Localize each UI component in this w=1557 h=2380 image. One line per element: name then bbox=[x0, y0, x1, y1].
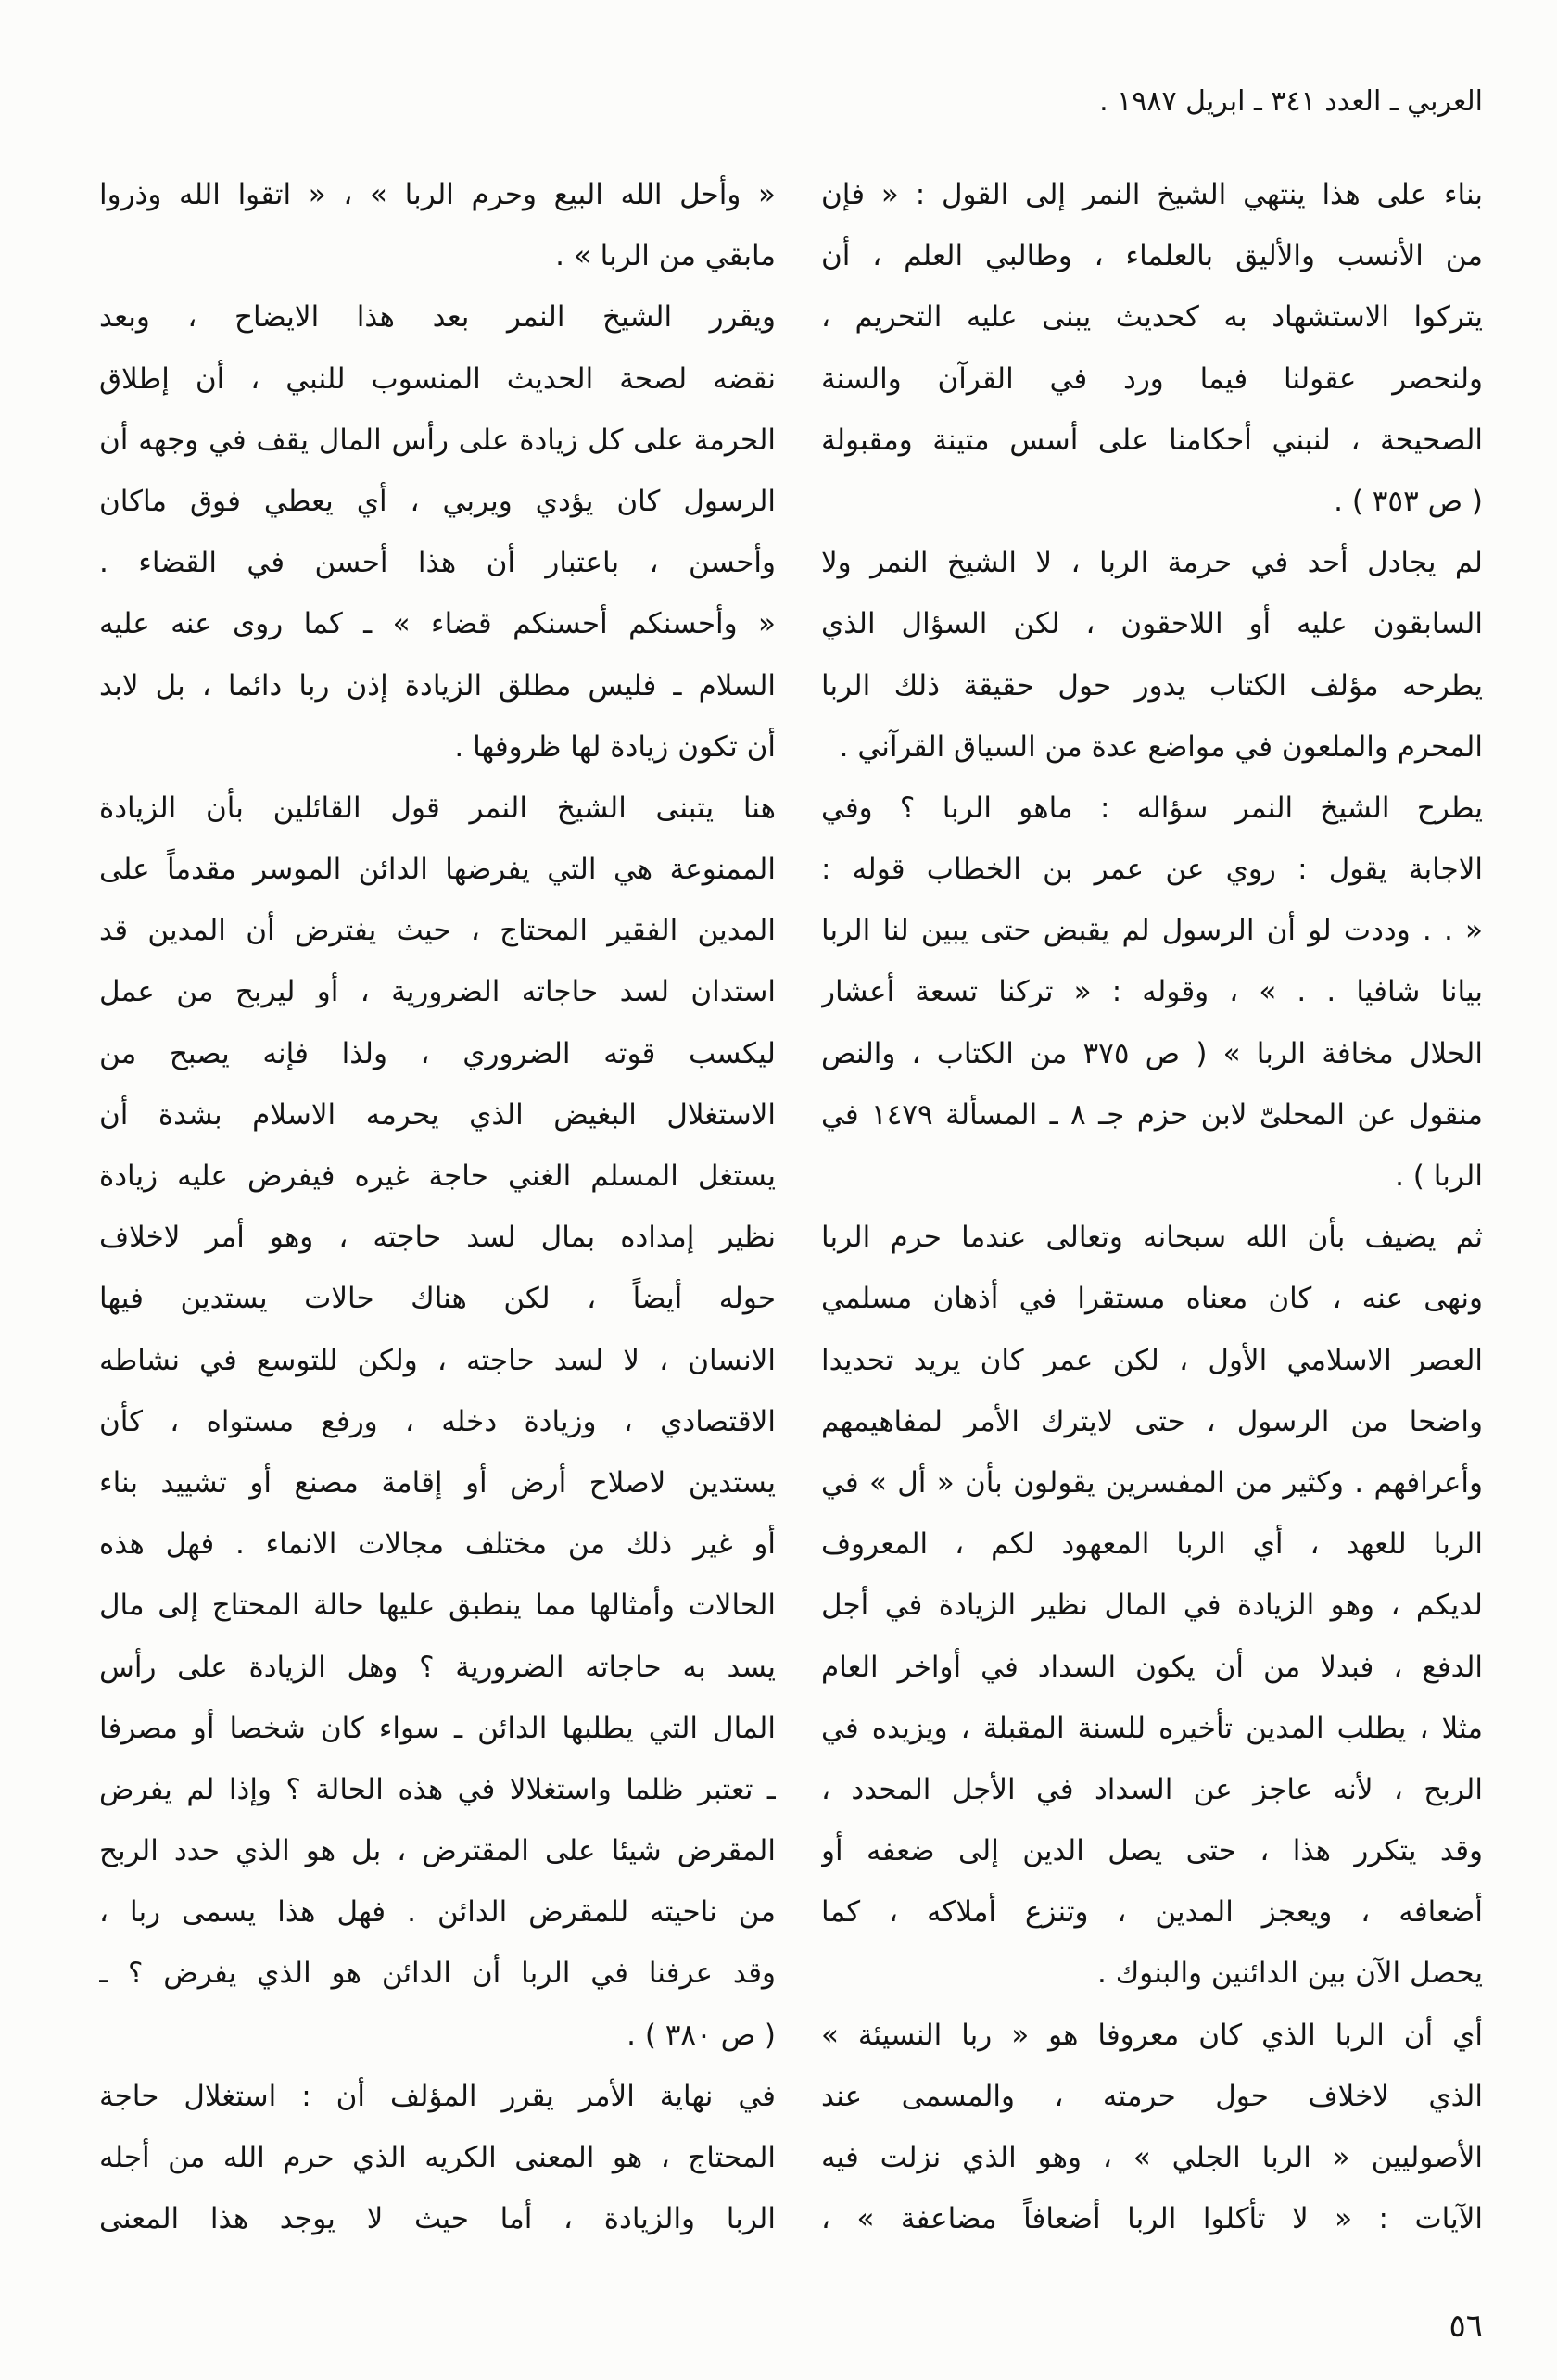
text-line: المقرض شيئا على المقترض ، بل هو الذي حدد الربح bbox=[99, 1834, 776, 1868]
text-line: استدان لسد حاجاته الضرورية ، أو ليربح من عمل bbox=[99, 975, 776, 1009]
text-line: ولنحصر عقولنا فيما ورد في القرآن والسنة bbox=[821, 361, 1483, 396]
text-line: لديكم ، وهو الزيادة في المال نظير الزيادة في أجل bbox=[821, 1589, 1483, 1623]
text-line: الاقتصادي ، وزيادة دخله ، ورفع مستواه ، كأن bbox=[99, 1404, 776, 1438]
text-line: المدين الفقير المحتاج ، حيث يفترض أن المدين قد bbox=[99, 914, 776, 948]
text-line: أي أن الربا الذي كان معروفا هو « ربا النسيئة » bbox=[821, 2018, 1483, 2052]
text-line: ليكسب قوته الضروري ، ولذا فإنه يصبح من bbox=[99, 1036, 776, 1070]
paragraph bbox=[821, 532, 1483, 778]
paragraph bbox=[99, 778, 776, 2066]
text-line: منقول عن المحلىّ لابن حزم جـ ٨ ـ المسألة ١٤٧٩ في bbox=[821, 1097, 1483, 1132]
paragraph bbox=[821, 164, 1483, 532]
text-line: السابقون عليه أو اللاحقون ، لكن السؤال الذي bbox=[821, 607, 1483, 641]
text-line: وقد عرفنا في الربا أن الدائن هو الذي يفرض ؟ ـ bbox=[99, 1956, 776, 1991]
paragraph bbox=[99, 286, 776, 778]
text-line: يستغل المسلم الغني حاجة غيره فيفرض عليه زيادة bbox=[99, 1159, 776, 1193]
text-line: مابقي من الربا » . bbox=[555, 239, 776, 273]
text-line: ويقرر الشيخ النمر بعد هذا الايضاح ، وبعد bbox=[99, 300, 776, 335]
paragraph bbox=[821, 1207, 1483, 2004]
text-line: بناء على هذا ينتهي الشيخ النمر إلى القول : « فإن bbox=[821, 178, 1483, 211]
text-line: وأحسن ، باعتبار أن هذا أحسن في القضاء . bbox=[99, 546, 776, 580]
right-column bbox=[821, 164, 1483, 2249]
text-line: نظير إمداده بمال لسد حاجته ، وهو أمر لاخلاف bbox=[99, 1221, 776, 1255]
text-line: يطرح الشيخ النمر سؤاله : ماهو الربا ؟ وفي bbox=[821, 791, 1483, 825]
text-line: « وأحسنكم أحسنكم قضاء » ـ كما روى عنه عليه bbox=[99, 607, 776, 641]
text-line: نقضه لصحة الحديث المنسوب للنبي ، أن إطلاق bbox=[99, 361, 776, 396]
text-line: الحرمة على كل زيادة على رأس المال يقف في وجهه أن bbox=[99, 423, 776, 457]
text-line: الربا ) . bbox=[1395, 1159, 1483, 1193]
text-line: الصحيحة ، لنبني أحكامنا على أسس متينة ومقبولة bbox=[821, 423, 1483, 457]
text-line: الربح ، لأنه عاجز عن السداد في الأجل المحدد ، bbox=[821, 1772, 1483, 1806]
text-line: من الأنسب والأليق بالعلماء ، وطالبي العلم ، أن bbox=[821, 239, 1483, 273]
text-line: السلام ـ فليس مطلق الزيادة إذن ربا دائما ، بل لابد bbox=[99, 668, 776, 703]
text-line: في نهاية الأمر يقرر المؤلف أن : استغلال حاجة bbox=[99, 2079, 776, 2113]
text-line: أو غير ذلك من مختلف مجالات الانماء . فهل هذه bbox=[99, 1527, 776, 1562]
page-number: ٥٦ bbox=[1449, 2308, 1483, 2345]
running-header: العربي ـ العدد ٣٤١ ـ ابريل ١٩٨٧ . bbox=[1099, 85, 1483, 118]
text-line: أن تكون زيادة لها ظروفها . bbox=[454, 729, 776, 764]
text-line: الربا والزيادة ، أما حيث لا يوجد هذا المعنى bbox=[99, 2202, 776, 2236]
text-line: الاستغلال البغيض الذي يحرمه الاسلام بشدة أن bbox=[99, 1097, 776, 1132]
text-line: ( ص ٣٨٠ ) . bbox=[627, 2018, 776, 2052]
text-line: الحلال مخافة الربا » ( ص ٣٧٥ من الكتاب ، والنص bbox=[821, 1036, 1483, 1070]
text-line: الاجابة يقول : روي عن عمر بن الخطاب قوله : bbox=[821, 853, 1483, 887]
paragraph bbox=[821, 778, 1483, 1207]
text-line: بيانا شافيا . . » ، وقوله : « تركنا تسعة أعشار bbox=[821, 975, 1483, 1009]
text-line: المحرم والملعون في مواضع عدة من السياق القرآني . bbox=[839, 729, 1483, 764]
text-line: الآيات : « لا تأكلوا الربا أضعافاً مضاعفة » ، bbox=[821, 2202, 1483, 2236]
text-line: العصر الاسلامي الأول ، لكن عمر كان يريد تحديدا bbox=[821, 1343, 1483, 1377]
text-line: هنا يتبنى الشيخ النمر قول القائلين بأن الزيادة bbox=[99, 791, 776, 825]
paragraph bbox=[821, 2005, 1483, 2250]
text-line: حوله أيضاً ، لكن هناك حالات يستدين فيها bbox=[99, 1282, 776, 1316]
text-line: الربا للعهد ، أي الربا المعهود لكم ، المعروف bbox=[821, 1527, 1483, 1562]
text-line: الأصوليين « الربا الجلي » ، وهو الذي نزلت فيه bbox=[821, 2141, 1483, 2174]
text-line: يتركوا الاستشهاد به كحديث يبنى عليه التحريم ، bbox=[821, 300, 1483, 335]
left-column bbox=[99, 164, 776, 2249]
text-line: ( ص ٣٥٣ ) . bbox=[1334, 484, 1483, 518]
paragraph bbox=[99, 164, 776, 286]
text-line: الدفع ، فبدلا من أن يكون السداد في أواخر العام bbox=[821, 1650, 1483, 1684]
text-line: من ناحيته للمقرض الدائن . فهل هذا يسمى ربا ، bbox=[99, 1895, 776, 1930]
text-line: وقد يتكرر هذا ، حتى يصل الدين إلى ضعفه أو bbox=[821, 1834, 1483, 1868]
text-line: يحصل الآن بين الدائنين والبنوك . bbox=[1097, 1956, 1483, 1991]
text-line: لم يجادل أحد في حرمة الربا ، لا الشيخ النمر ولا bbox=[821, 546, 1483, 580]
text-line: يطرحه مؤلف الكتاب يدور حول حقيقة ذلك الربا bbox=[821, 668, 1483, 703]
text-line: يسد به حاجاته الضرورية ؟ وهل الزيادة على رأس bbox=[99, 1650, 776, 1684]
text-line: « . . وددت لو أن الرسول لم يقبض حتى يبين لنا الربا bbox=[821, 914, 1483, 948]
text-line: الممنوعة هي التي يفرضها الدائن الموسر مقدماً على bbox=[99, 853, 776, 887]
text-line: المحتاج ، هو المعنى الكريه الذي حرم الله من أجله bbox=[99, 2141, 776, 2174]
text-line: ثم يضيف بأن الله سبحانه وتعالى عندما حرم الربا bbox=[821, 1221, 1483, 1255]
text-line: الانسان ، لا لسد حاجته ، ولكن للتوسع في نشاطه bbox=[99, 1343, 776, 1377]
text-line: وأعرافهم . وكثير من المفسرين يقولون بأن « أل » في bbox=[821, 1465, 1483, 1500]
text-line: ونهى عنه ، كان معناه مستقرا في أذهان مسلمي bbox=[821, 1282, 1483, 1316]
text-line: « وأحل الله البيع وحرم الربا » ، « اتقوا الله وذروا bbox=[99, 178, 776, 211]
text-line: واضحا من الرسول ، حتى لايترك الأمر لمفاهيمهم bbox=[821, 1404, 1483, 1438]
text-line: المال التي يطلبها الدائن ـ سواء كان شخصا أو مصرفا bbox=[99, 1711, 776, 1745]
text-line: أضعافه ، ويعجز المدين ، وتنزع أملاكه ، كما bbox=[821, 1895, 1483, 1930]
text-line: الرسول كان يؤدي ويربي ، أي يعطي فوق ماكان bbox=[99, 484, 776, 518]
paragraph bbox=[99, 2066, 776, 2250]
text-line: ـ تعتبر ظلما واستغلالا في هذه الحالة ؟ وإذا لم يفرض bbox=[99, 1772, 776, 1806]
text-line: مثلا ، يطلب المدين تأخيره للسنة المقبلة ، ويزيده في bbox=[821, 1711, 1483, 1745]
text-line: يستدين لاصلاح أرض أو إقامة مصنع أو تشييد بناء bbox=[99, 1465, 776, 1500]
text-line: الحالات وأمثالها مما ينطبق عليها حالة المحتاج إلى مال bbox=[99, 1589, 776, 1623]
text-line: الذي لاخلاف حول حرمته ، والمسمى عند bbox=[821, 2079, 1483, 2113]
